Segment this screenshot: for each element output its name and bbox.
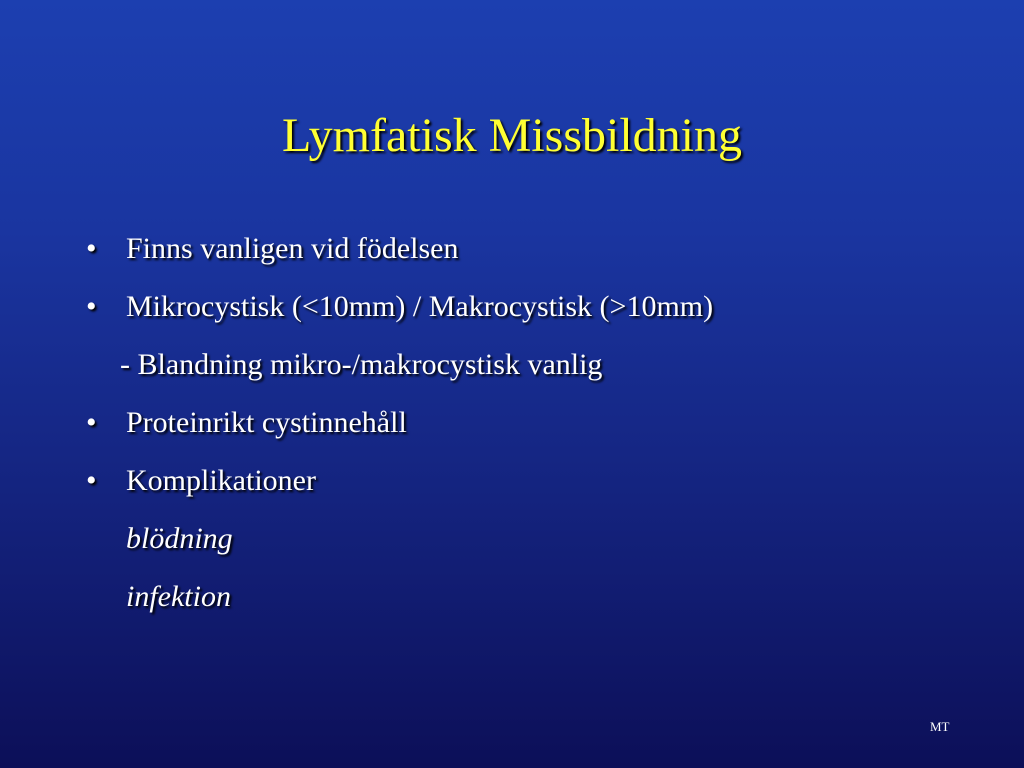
italic-text: infektion — [126, 580, 231, 613]
bullet-icon: • — [86, 290, 97, 323]
bullet-text: Proteinrikt cystinnehåll — [126, 406, 407, 439]
footer-initials: MT — [930, 719, 950, 734]
bullet-icon: • — [86, 406, 97, 439]
sub-text: - Blandning mikro-/makrocystisk vanlig — [120, 348, 603, 381]
bullet-icon: • — [86, 464, 97, 497]
bullet-text: Mikrocystisk (<10mm) / Makrocystisk (>10mm) — [126, 290, 714, 323]
italic-text: blödning — [126, 522, 233, 555]
bullet-text: Finns vanligen vid födelsen — [126, 232, 459, 265]
slide-title: Lymfatisk Missbildning — [281, 109, 743, 162]
bullet-text: Komplikationer — [126, 464, 316, 497]
bullet-icon: • — [86, 232, 97, 265]
